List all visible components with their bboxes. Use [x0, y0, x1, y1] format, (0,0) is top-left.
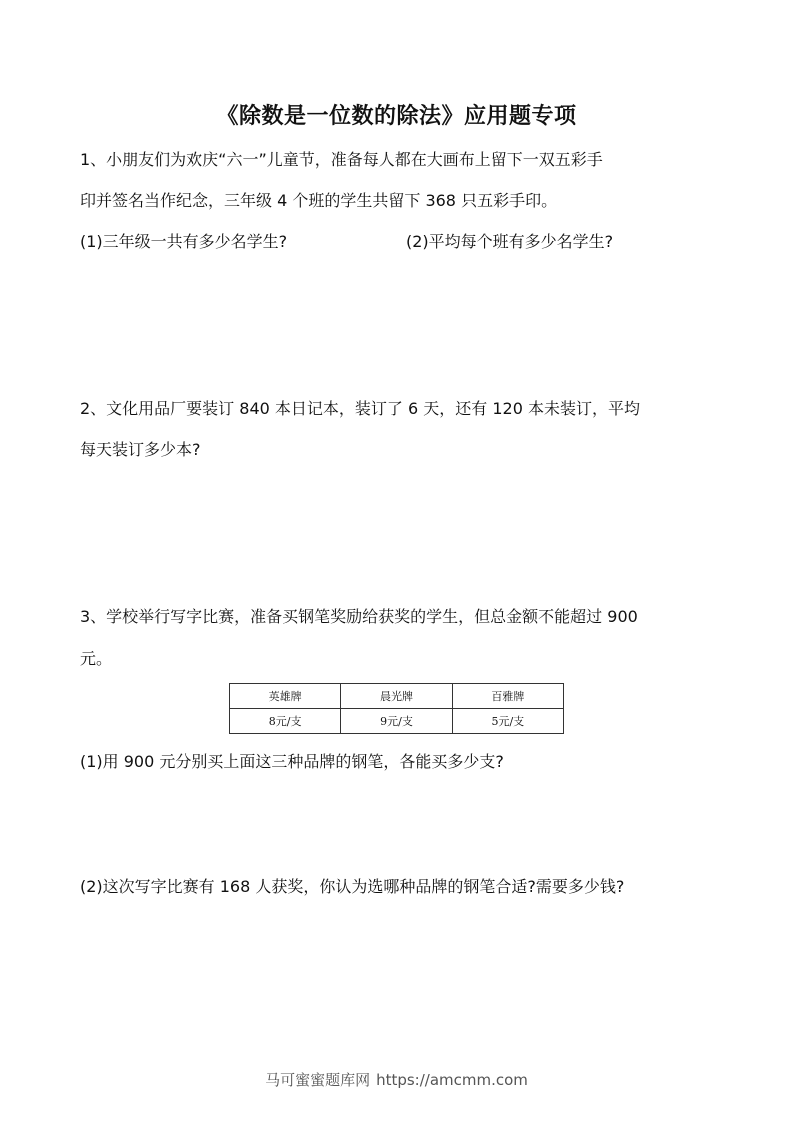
brand-header-chenguang: 晨光牌 — [341, 684, 452, 709]
q2-text-line-1: 2、文化用品厂要装订 840 本日记本，装订了 6 天，还有 120 本未装订，平均 — [80, 399, 640, 418]
price-baiya: 5元/支 — [452, 709, 563, 734]
q1-text-line-1: 1、小朋友们为欢庆“六一”儿童节，准备每人都在大画布上留下一双五彩手 — [80, 150, 603, 169]
pen-price-table — [229, 683, 564, 734]
q3-subquestion-1: (1)用 900 元分别买上面这三种品牌的钢笔，各能买多少支? — [80, 752, 504, 771]
q3-text-line-1: 3、学校举行写字比赛，准备买钢笔奖励给获奖的学生，但总金额不能超过 900 — [80, 607, 638, 626]
q1-subquestion-1: (1)三年级一共有多少名学生? — [80, 232, 288, 251]
q3-subquestion-2: (2)这次写字比赛有 168 人获奖，你认为选哪种品牌的钢笔合适?需要多少钱? — [80, 877, 625, 896]
price-chenguang: 9元/支 — [341, 709, 452, 734]
price-yingxiong: 8元/支 — [230, 709, 341, 734]
footer-site-name: 马可蜜蜜题库网 — [265, 1071, 371, 1089]
q1-subquestion-2: (2)平均每个班有多少名学生? — [406, 232, 614, 251]
brand-header-baiya: 百雅牌 — [452, 684, 563, 709]
q1-text-line-2: 印并签名当作纪念，三年级 4 个班的学生共留下 368 只五彩手印。 — [80, 191, 558, 210]
table-price-row — [230, 709, 564, 734]
page-title: 《除数是一位数的除法》应用题专项 — [216, 104, 577, 129]
brand-header-yingxiong: 英雄牌 — [230, 684, 341, 709]
q3-text-line-2: 元。 — [80, 649, 113, 668]
table-header-row — [230, 684, 564, 709]
footer-url-link[interactable]: https://amcmm.com — [376, 1071, 528, 1089]
page-footer — [0, 1070, 793, 1090]
q2-text-line-2: 每天装订多少本? — [80, 440, 201, 459]
